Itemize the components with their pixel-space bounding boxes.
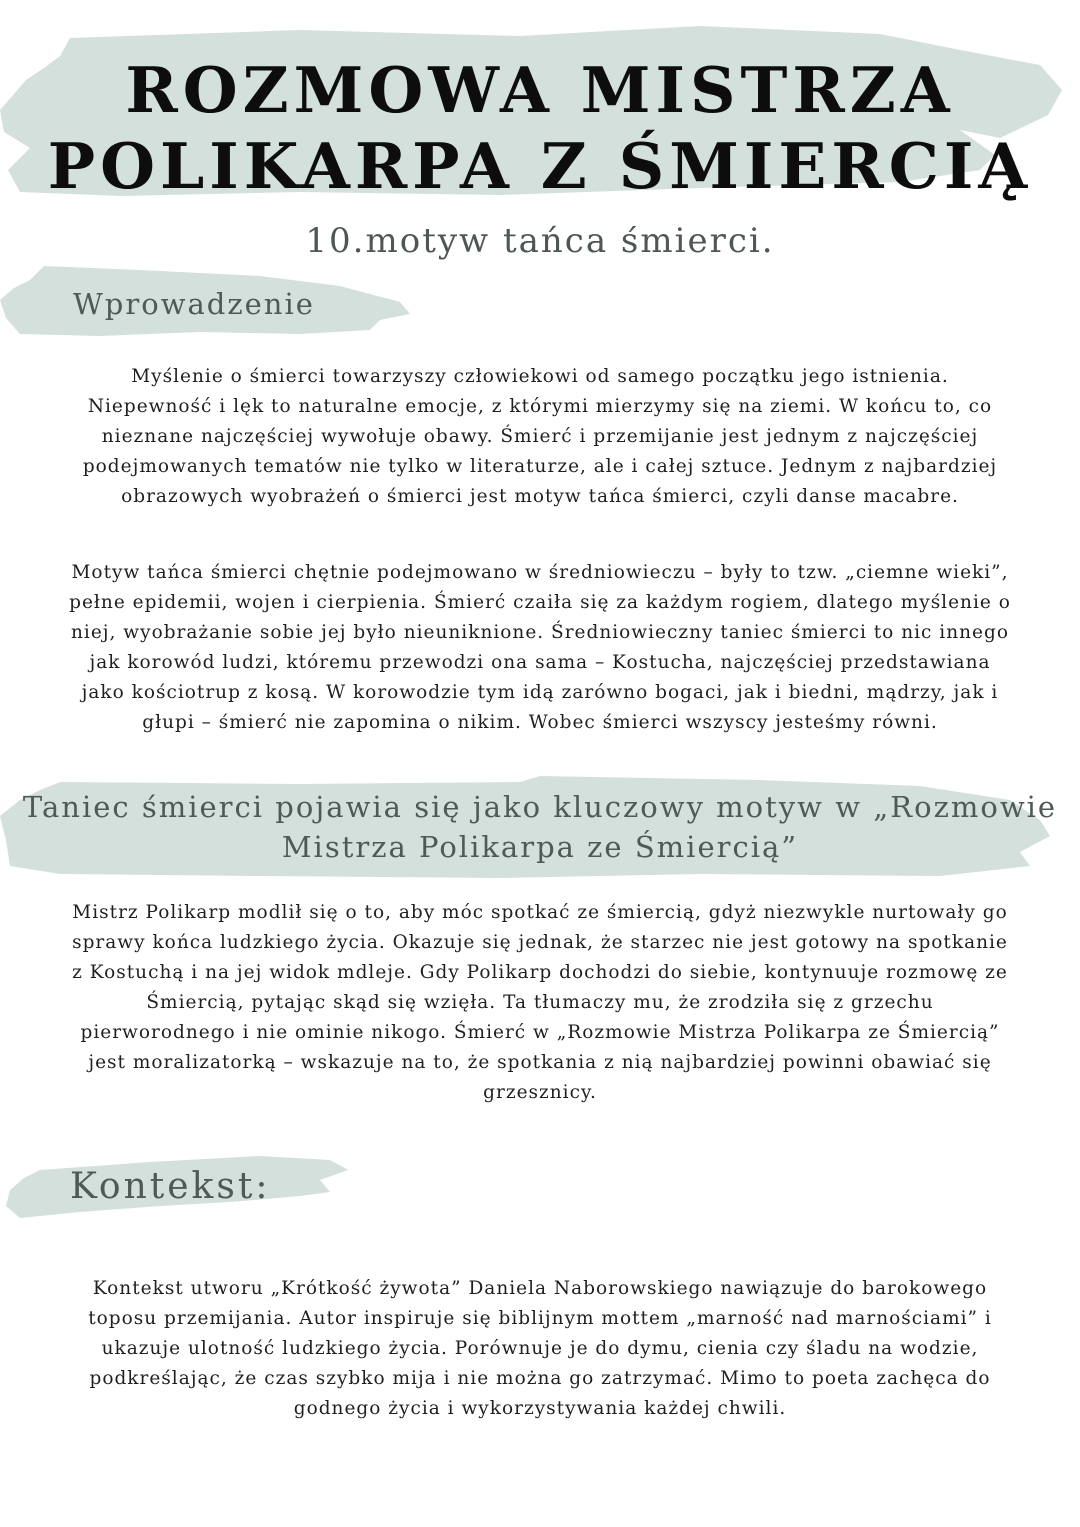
page-subtitle: 10.motyw tańca śmierci. xyxy=(305,221,775,261)
intro-paragraph-1 xyxy=(8,362,1072,512)
text-line: Mistrz Polikarp modlił się o to, aby móc spotkać ze śmiercią, gdyż niezwykle nurtowały go xyxy=(72,902,1008,923)
intro-paragraph-2 xyxy=(8,558,1072,738)
text-line: niej, wyobrażanie sobie jej było nieuniknione. Średniowieczny taniec śmierci to nic innego xyxy=(71,622,1009,643)
text-line: Motyw tańca śmierci chętnie podejmowano w średniowieczu – były to tzw. „ciemne wieki”, xyxy=(71,562,1009,583)
text-line: jest moralizatorką – wskazuje na to, że spotkania z nią najbardziej powinni obawiać się xyxy=(88,1052,992,1073)
text-line: jak korowód ludzi, któremu przewodzi ona sama – Kostucha, najczęściej przedstawiana xyxy=(89,652,991,673)
text-line: jako kościotrup z kosą. W korowodzie tym idą zarówno bogaci, jak i biedni, mądrzy, jak i xyxy=(81,682,999,703)
text-line: Kontekst utworu „Krótkość żywota” Daniela Naborowskiego nawiązuje do barokowego xyxy=(92,1278,988,1299)
section-heading-taniec-smierci xyxy=(0,787,1080,867)
heading-line: Taniec śmierci pojawia się jako kluczowy motyw w „Rozmowie xyxy=(22,790,1058,824)
text-line: z Kostuchą i na jej widok mdleje. Gdy Polikarp dochodzi do siebie, kontynuuje rozmowę ze xyxy=(72,962,1008,983)
text-line: nieznane najczęściej wywołuje obawy. Śmierć i przemijanie jest jednym z najczęściej xyxy=(101,426,979,447)
text-line: głupi – śmierć nie zapomina o nikim. Wobec śmierci wszyscy jesteśmy równi. xyxy=(142,712,938,733)
text-line: ukazuje ulotność ludzkiego życia. Porównuje je do dymu, cienia czy śladu na wodzie, xyxy=(101,1338,979,1359)
section-heading-kontekst: Kontekst: xyxy=(70,1166,271,1207)
text-line: toposu przemijania. Autor inspiruje się biblijnym mottem „marność nad marnościami” i xyxy=(88,1308,992,1329)
text-line: sprawy końca ludzkiego życia. Okazuje się jednak, że starzec nie jest gotowy na spotkanie xyxy=(72,932,1008,953)
title-line-2: POLIKARPA Z ŚMIERCIĄ xyxy=(47,129,1033,203)
text-line: obrazowych wyobrażeń o śmierci jest motyw tańca śmierci, czyli danse macabre. xyxy=(121,486,959,507)
text-line: grzesznicy. xyxy=(483,1082,597,1103)
taniec-paragraph xyxy=(8,898,1072,1108)
text-line: godnego życia i wykorzystywania każdej chwili. xyxy=(293,1398,787,1419)
title-line-1: ROZMOWA MISTRZA xyxy=(125,53,955,127)
text-line: pierworodnego i nie ominie nikogo. Śmierć w „Rozmowie Mistrza Polikarpa ze Śmiercią” xyxy=(80,1022,1000,1043)
text-line: pełne epidemii, wojen i cierpienia. Śmierć czaiła się za każdym rogiem, dlatego myślenie o xyxy=(69,592,1011,613)
page-title xyxy=(0,52,1080,204)
section-heading-wprowadzenie: Wprowadzenie xyxy=(73,287,315,321)
text-line: Śmiercią, pytając skąd się wzięła. Ta tłumaczy mu, że zrodziła się z grzechu xyxy=(146,992,934,1013)
text-line: Myślenie o śmierci towarzyszy człowiekowi od samego początku jego istnienia. xyxy=(131,366,949,387)
text-line: podkreślając, że czas szybko mija i nie można go zatrzymać. Mimo to poeta zachęca do xyxy=(89,1368,991,1389)
text-line: podejmowanych tematów nie tylko w literaturze, ale i całej sztuce. Jednym z najbardziej xyxy=(82,456,998,477)
heading-line: Mistrza Polikarpa ze Śmiercią” xyxy=(281,830,799,864)
kontekst-paragraph xyxy=(8,1274,1072,1424)
text-line: Niepewność i lęk to naturalne emocje, z którymi mierzymy się na ziemi. W końcu to, co xyxy=(87,396,993,417)
